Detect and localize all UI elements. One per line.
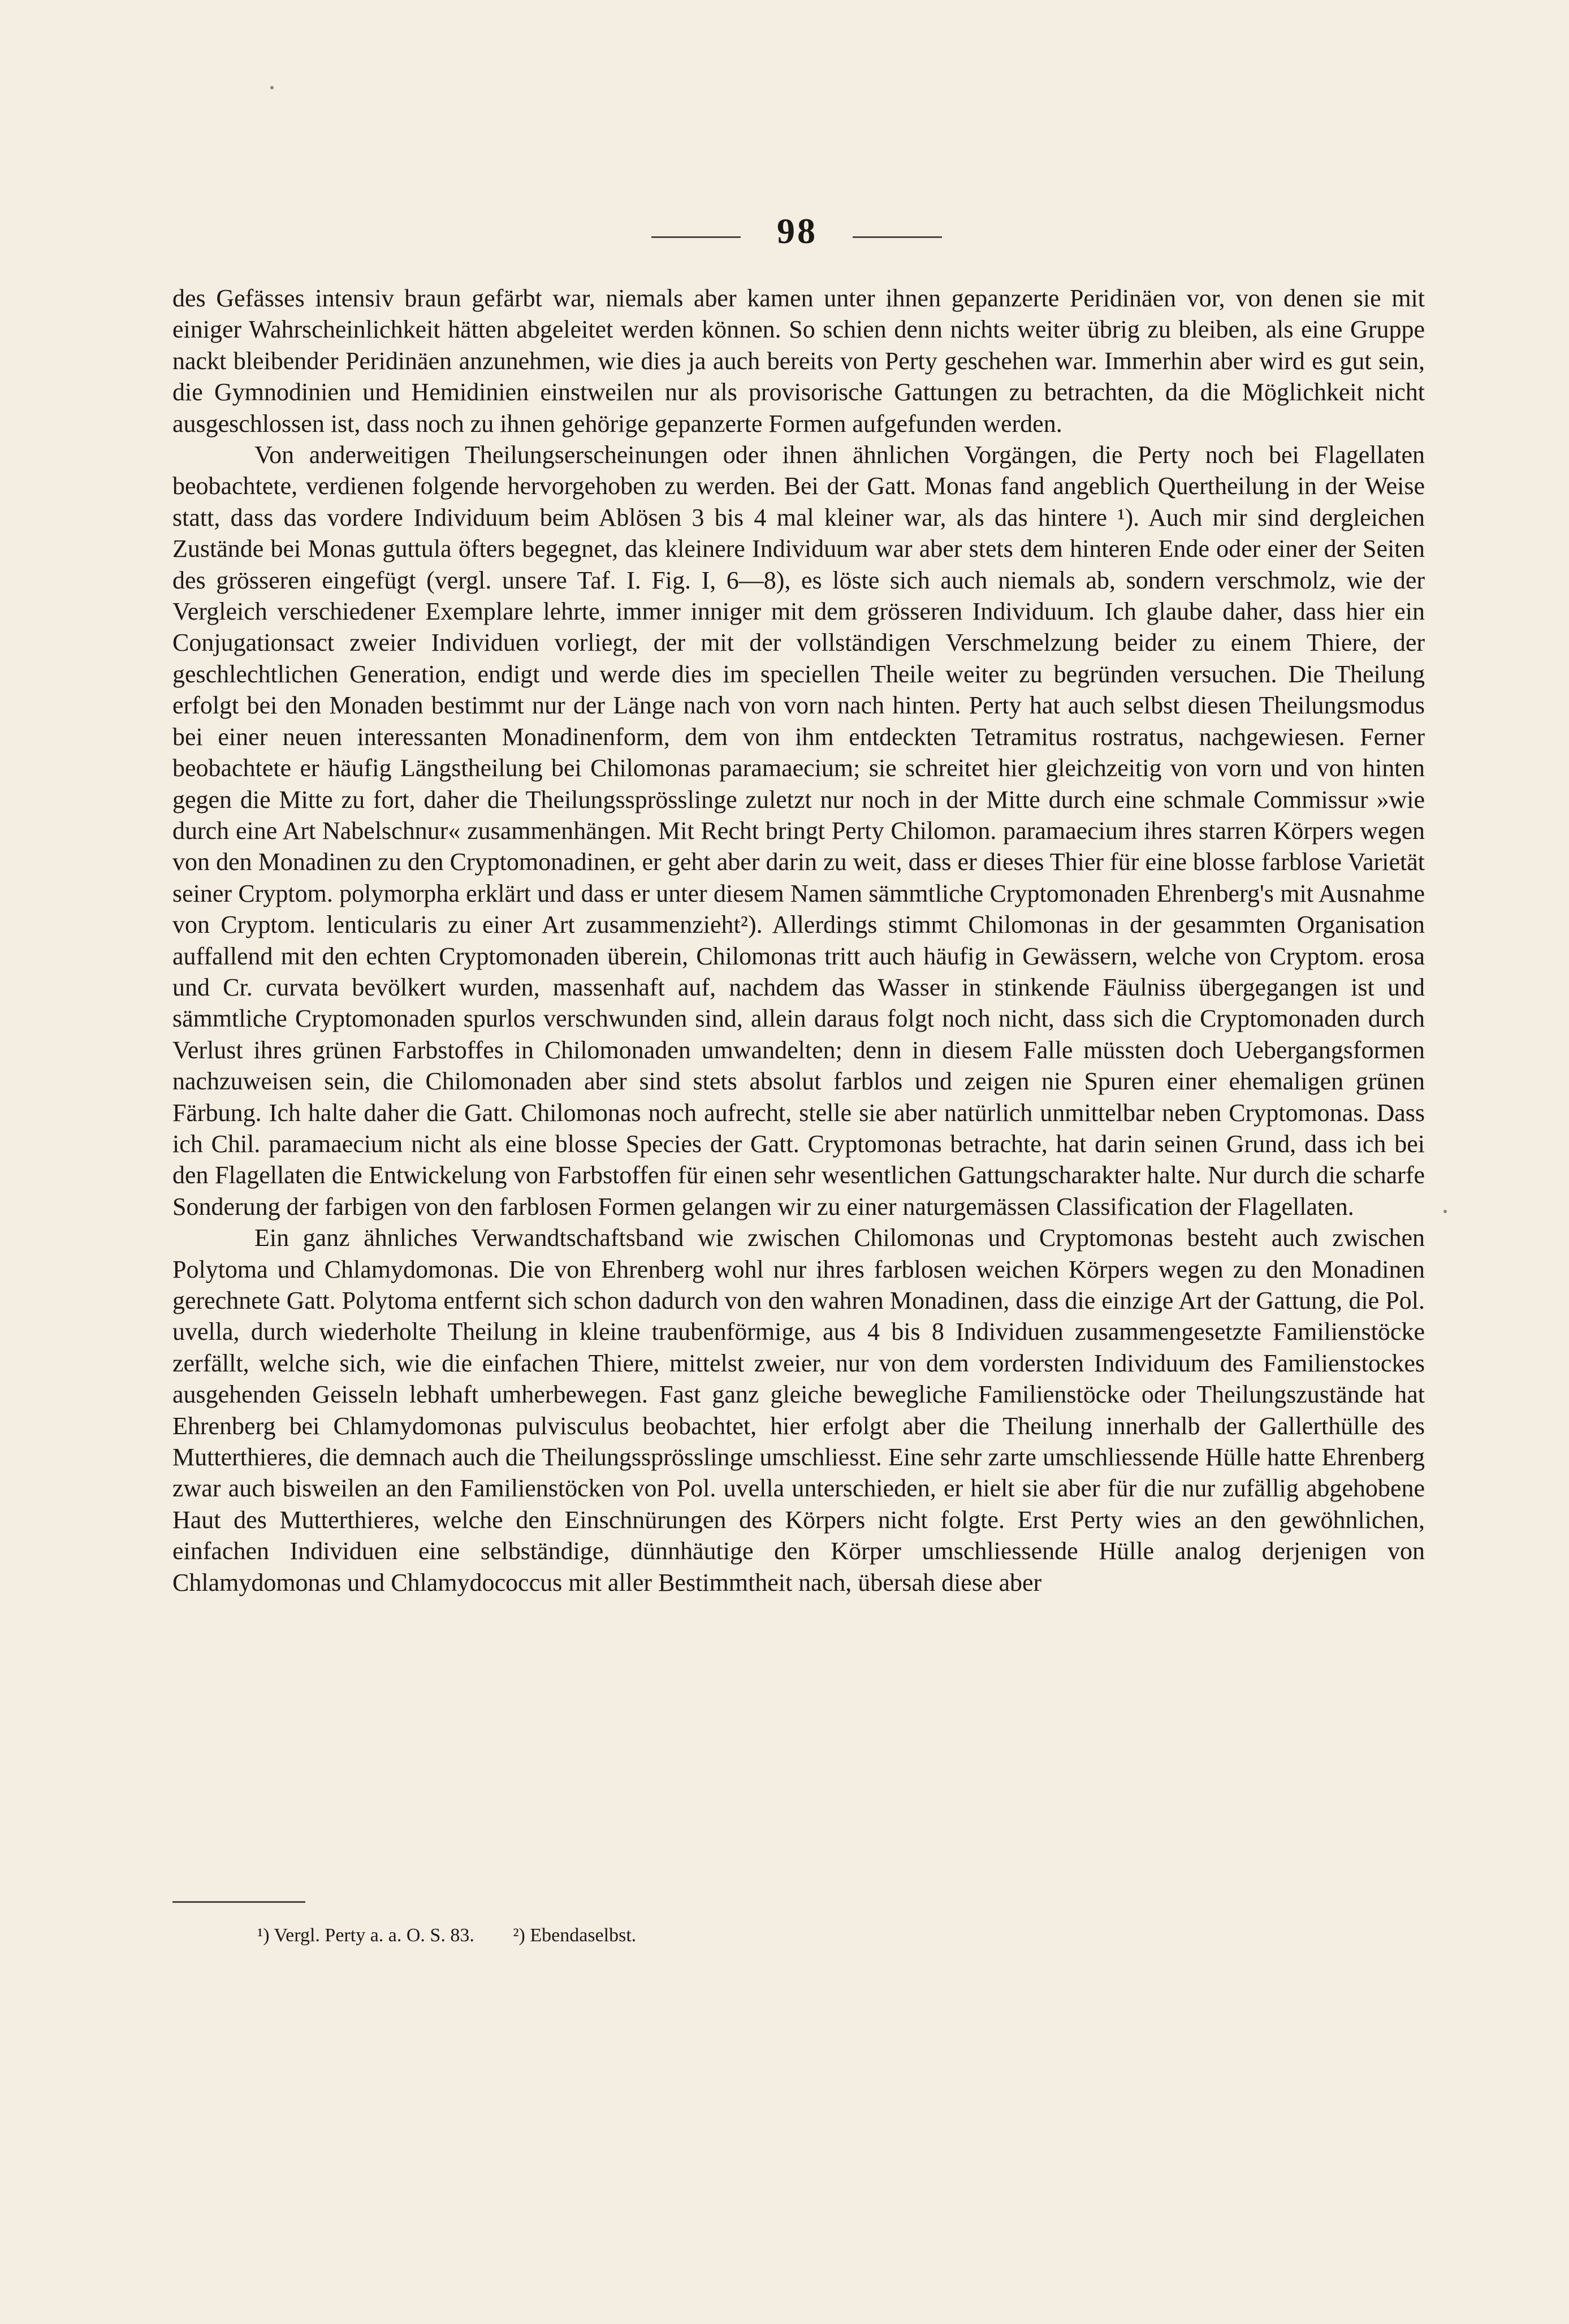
- paper-speck: [270, 86, 274, 89]
- paragraph-1: des Gefässes intensiv braun gefärbt war, niemals aber kamen unter ihnen gepanzerte Peridinäen vor, von denen sie mit einiger Wahrscheinlichkeit hätten abgeleitet werden können. So schien denn nichts weiter übrig zu bleiben, als eine Gruppe nackt bleibender Peridinäen anzunehmen, wie dies ja auch bereits von Perty geschehen war. Immerhin aber wird es gut sein, die Gymnodinien und Hemidinien einstweilen nur als provisorische Gattungen zu betrachten, da die Möglichkeit nicht ausgeschlossen ist, dass noch zu ihnen gehörige gepanzerte Formen aufgefunden werden.: [172, 284, 1425, 438]
- page-header: [0, 210, 1569, 261]
- body-text: [172, 283, 1425, 1598]
- header-rule-right: [853, 236, 942, 238]
- footnotes: [257, 1924, 1218, 1947]
- footnote-2: ²) Ebendaselbst.: [513, 1925, 637, 1946]
- paragraph-2: Von anderweitigen Theilungserscheinungen oder ihnen ähnlichen Vorgängen, die Perty noch bei Flagellaten beobachtete, verdienen folgende hervorgehoben zu werden. Bei der Gatt. Monas fand angeblich Quertheilung in der Weise statt, dass das vordere Individuum beim Ablösen 3 bis 4 mal kleiner war, als das hintere ¹). Auch mir sind dergleichen Zustände bei Monas guttula öfters begegnet, das kleinere Individuum war aber stets dem hinteren Ende oder einer der Seiten des grösseren eingefügt (vergl. unsere Taf. I. Fig. I, 6—8), es löste sich auch niemals ab, sondern verschmolz, wie der Vergleich verschiedener Exemplare lehrte, immer inniger mit dem grösseren Individuum. Ich glaube daher, dass hier ein Conjugationsact zweier Individuen vorliegt, der mit der vollständigen Verschmelzung beider zu einem Thiere, der geschlechtlichen Generation, endigt und werde dies im speciellen Theile weiter zu begründen versuchen. Die Theilung erfolgt bei den Monaden bestimmt nur der Länge nach von vorn nach hinten. Perty hat auch selbst diesen Theilungsmodus bei einer neuen interessanten Monadinenform, dem von ihm entdeckten Tetramitus rostratus, nachgewiesen. Ferner beobachtete er häufig Längstheilung bei Chilomonas paramaecium; sie schreitet hier gleichzeitig von vorn und von hinten gegen die Mitte zu fort, daher die Theilungssprösslinge zuletzt nur noch in der Mitte durch eine schmale Commissur »wie durch eine Art Nabelschnur« zusammenhängen. Mit Recht bringt Perty Chilomon. paramaecium ihres starren Körpers wegen von den Monadinen zu den Cryptomonadinen, er geht aber darin zu weit, dass er dieses Thier für eine blosse farblose Varietät seiner Cryptom. polymorpha erklärt und dass er unter diesem Namen sämmtliche Cryptomonaden Ehrenberg's mit Ausnahme von Cryptom. lenticularis zu einer Art zusammenzieht²). Allerdings stimmt Chilomonas in der gesammten Organisation auffallend mit den echten Cryptomonaden überein, Chilomonas tritt auch häufig in Gewässern, welche von Cryptom. erosa und Cr. curvata bevölkert wurden, massenhaft auf, nachdem das Wasser in stinkende Fäulniss übergegangen ist und sämmtliche Cryptomonaden spurlos verschwunden sind, allein daraus folgt noch nicht, dass sich die Cryptomonaden durch Verlust ihres grünen Farbstoffes in Chilomonaden umwandelten; denn in diesem Falle müssten doch Uebergangsformen nachzuweisen sein, die Chilomonaden aber sind stets absolut farblos und zeigen nie Spuren einer ehemaligen grünen Färbung. Ich halte daher die Gatt. Chilomonas noch aufrecht, stelle sie aber natürlich unmittelbar neben Cryptomonas. Dass ich Chil. paramaecium nicht als eine blosse Species der Gatt. Cryptomonas betrachte, hat darin seinen Grund, dass ich bei den Flagellaten die Entwickelung von Farbstoffen für einen sehr wesentlichen Gattungscharakter halte. Nur durch die scharfe Sonderung der farbigen von den farblosen Formen gelangen wir zu einer naturgemässen Classification der Flagellaten.: [172, 441, 1425, 1221]
- footnote-rule: [172, 1901, 305, 1903]
- page-number: 98: [777, 211, 818, 251]
- paragraph-3: Ein ganz ähnliches Verwandtschaftsband wie zwischen Chilomonas und Cryptomonas besteht auch zwischen Polytoma und Chlamydomonas. Die von Ehrenberg wohl nur ihres farblosen weichen Körpers wegen zu den Monadinen gerechnete Gatt. Polytoma entfernt sich schon dadurch von den wahren Monadinen, dass die einzige Art der Gattung, die Pol. uvella, durch wiederholte Theilung in kleine traubenförmige, aus 4 bis 8 Individuen zusammengesetzte Familienstöcke zerfällt, welche sich, wie die einfachen Thiere, mittelst zweier, nur von dem vordersten Individuum des Familienstockes ausgehenden Geisseln lebhaft umherbewegen. Fast ganz gleiche bewegliche Familienstöcke oder Theilungszustände hat Ehrenberg bei Chlamydomonas pulvisculus beobachtet, hier erfolgt aber die Theilung innerhalb der Gallerthülle des Mutterthieres, die demnach auch die Theilungssprösslinge umschliesst. Eine sehr zarte umschliessende Hülle hatte Ehrenberg zwar auch bisweilen an den Familienstöcken von Pol. uvella unterschieden, er hielt sie aber für die nur zufällig abgehobene Haut des Mutterthieres, welche den Einschnürungen des Körpers nicht folgte. Erst Perty wies an den gewöhnlichen, einfachen Individuen eine selbständige, dünnhäutige den Körper umschliessende Hülle analog derjenigen von Chlamydomonas und Chlamydococcus mit aller Bestimmtheit nach, übersah diese aber: [172, 1224, 1425, 1596]
- footnote-1: ¹) Vergl. Perty a. a. O. S. 83.: [257, 1925, 474, 1946]
- paper-speck: [1443, 1210, 1447, 1213]
- header-rule-left: [651, 236, 741, 238]
